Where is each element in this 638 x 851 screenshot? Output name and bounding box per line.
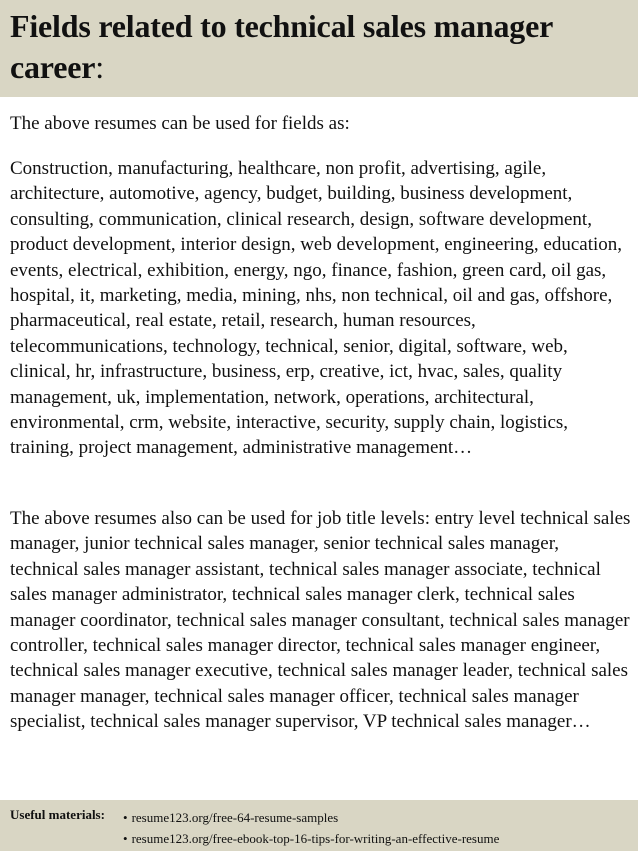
useful-materials-list (123, 807, 499, 849)
page-title-colon: : (95, 49, 104, 85)
footer-band (0, 800, 638, 851)
bullet-icon: • (123, 831, 128, 846)
useful-materials-label (10, 807, 105, 823)
useful-material-link[interactable]: resume123.org/free-ebook-top-16-tips-for-writing-an-effective-resume (131, 831, 500, 846)
job-levels-text: The above resumes also can be used for job title levels: entry level technical sales manager, junior technical sales manager, senior technical sales manager, technical sales manager assistant, technical sales manager associate, technical sales manager administrator, technical sales manager clerk, technical sales manager coordinator, technical sales manager consultant, technical sales manager controller, technical sales manager director, technical sales manager engineer, technical sales manager executive, technical sales manager leader, technical sales manager manager, technical sales manager officer, technical sales manager specialist, technical sales manager supervisor, VP technical sales manager… (10, 508, 631, 733)
useful-material-item (123, 807, 499, 828)
page-title (0, 0, 638, 88)
useful-materials-label-text: Useful materials (10, 807, 101, 822)
bullet-icon: • (123, 810, 128, 825)
useful-material-link[interactable]: resume123.org/free-64-resume-samples (131, 810, 339, 825)
page-title-text: Fields related to technical sales manager career (10, 8, 553, 85)
useful-material-item (123, 828, 499, 849)
fields-list-text: Construction, manufacturing, healthcare, non profit, advertising, agile, architecture, automotive, agency, budget, building, business development, consulting, communication, clinical research, design, software development, product development, interior design, web development, engineering, education, events, electrical, exhibition, energy, ngo, finance, fashion, green card, oil gas, hospital, it, marketing, media, mining, nhs, non technical, oil and gas, offshore, pharmaceutical, real estate, retail, research, human resources, telecommunications, technology, technical, senior, digital, software, web, clinical, hr, infrastructure, business, erp, creative, ict, hvac, sales, quality management, uk, implementation, network, operations, architectural, environmental, crm, website, interactive, security, supply chain, logistics, training, project management, administrative management… (10, 158, 623, 459)
intro-text: The above resumes can be used for fields as: (10, 113, 350, 134)
useful-materials-label-colon: : (100, 807, 105, 822)
title-band (0, 0, 638, 97)
